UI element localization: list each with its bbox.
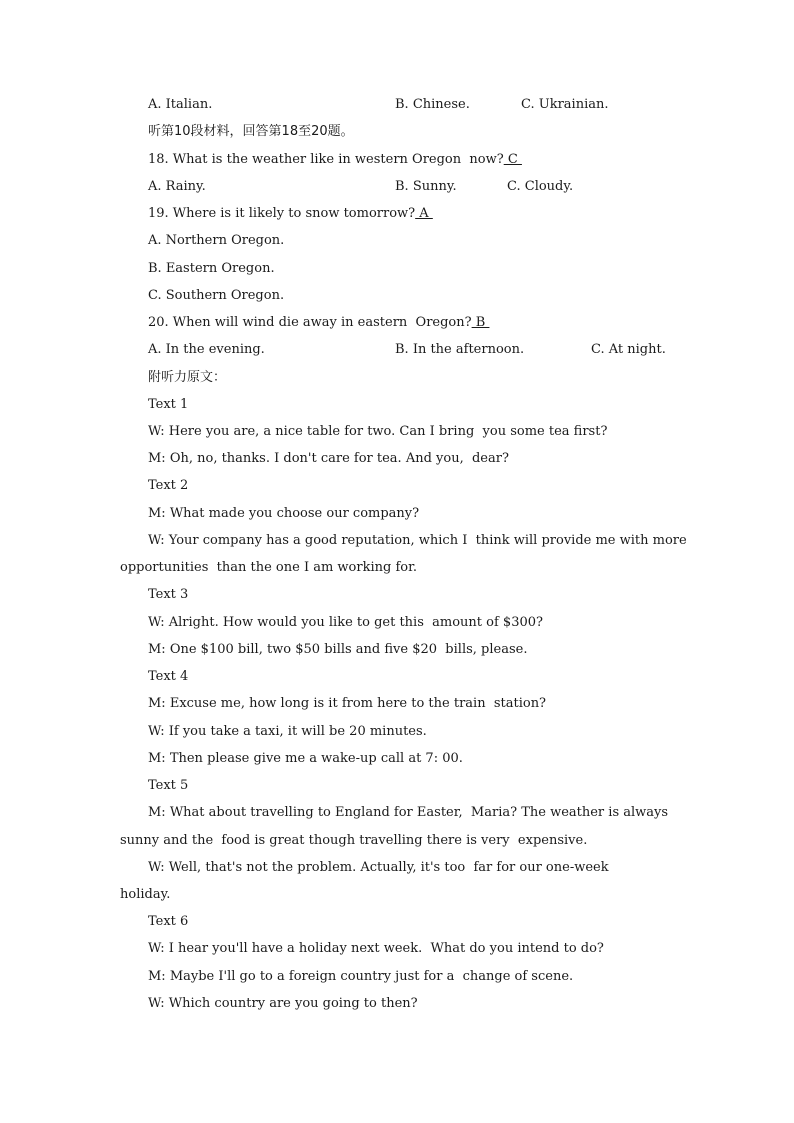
text6-line-1: W: I hear you'll have a holiday next week. What do you intend to do? [148,941,604,956]
q19-question: 19. Where is it likely to snow tomorrow? [148,206,416,221]
q17-option-b: B. Chinese. [395,97,470,112]
q18-options [148,178,674,196]
text4-title: Text 4 [148,669,189,684]
text5-line-1: M: What about travelling to England for Easter, Maria? The weather is always [148,805,669,820]
q17-options [148,96,674,114]
q18-option-c: C. Cloudy. [507,179,574,194]
text4-line-1: M: Excuse me, how long is it from here to the train station? [148,696,547,711]
text3-line-1: W: Alright. How would you like to get this amount of $300? [148,615,543,630]
q19-line [148,205,674,223]
text1-line-2: M: Oh, no, thanks. I don't care for tea. And you, dear? [148,451,509,466]
q20-question: 20. When will wind die away in eastern Oregon? [148,315,472,330]
text2-line-2-cont: opportunities than the one I am working for. [120,560,418,575]
q18-answer: C [503,152,522,167]
q19-option-c: C. Southern Oregon. [148,288,285,303]
q18-option-b: B. Sunny. [395,179,457,194]
text5-line-1-cont: sunny and the food is great though travelling there is very expensive. [120,833,588,848]
q20-options [148,341,674,359]
text5-line-2-cont: holiday. [120,887,171,902]
q18-question: 18. What is the weather like in western Oregon now? [148,152,504,167]
text2-line-2: W: Your company has a good reputation, which I think will provide me with more [148,533,687,548]
q19-answer: A [415,206,433,221]
q19-option-b: B. Eastern Oregon. [148,261,275,276]
q20-option-a: A. In the evening. [148,342,265,357]
text2-line-1: M: What made you choose our company? [148,506,420,521]
section-intro: 听第10段材料，回答第18至20题。 [148,124,354,139]
q19-option-a: A. Northern Oregon. [148,233,285,248]
text5-line-2: W: Well, that's not the problem. Actually, it's too far for our one-week [148,860,609,875]
text4-line-2: W: If you take a taxi, it will be 20 minutes. [148,724,427,739]
q20-answer: B [471,315,490,330]
text6-title: Text 6 [148,914,189,929]
text4-line-3: M: Then please give me a wake-up call at 7: 00. [148,751,463,766]
text1-title: Text 1 [148,397,189,412]
transcript-heading: 附听力原文： [148,370,227,385]
text5-title: Text 5 [148,778,189,793]
q20-option-b: B. In the afternoon. [395,342,525,357]
text2-title: Text 2 [148,478,189,493]
q20-line [148,314,674,332]
q18-option-a: A. Rainy. [148,179,206,194]
q18-line [148,151,674,169]
text1-line-1: W: Here you are, a nice table for two. Can I bring you some tea first? [148,424,608,439]
q17-option-a: A. Italian. [148,97,213,112]
text3-line-2: M: One $100 bill, two $50 bills and five $20 bills, please. [148,642,528,657]
q20-option-c: C. At night. [591,342,666,357]
q17-option-c: C. Ukrainian. [521,97,609,112]
text3-title: Text 3 [148,587,189,602]
text6-line-2: M: Maybe I'll go to a foreign country just for a change of scene. [148,969,574,984]
text6-line-3: W: Which country are you going to then? [148,996,418,1011]
